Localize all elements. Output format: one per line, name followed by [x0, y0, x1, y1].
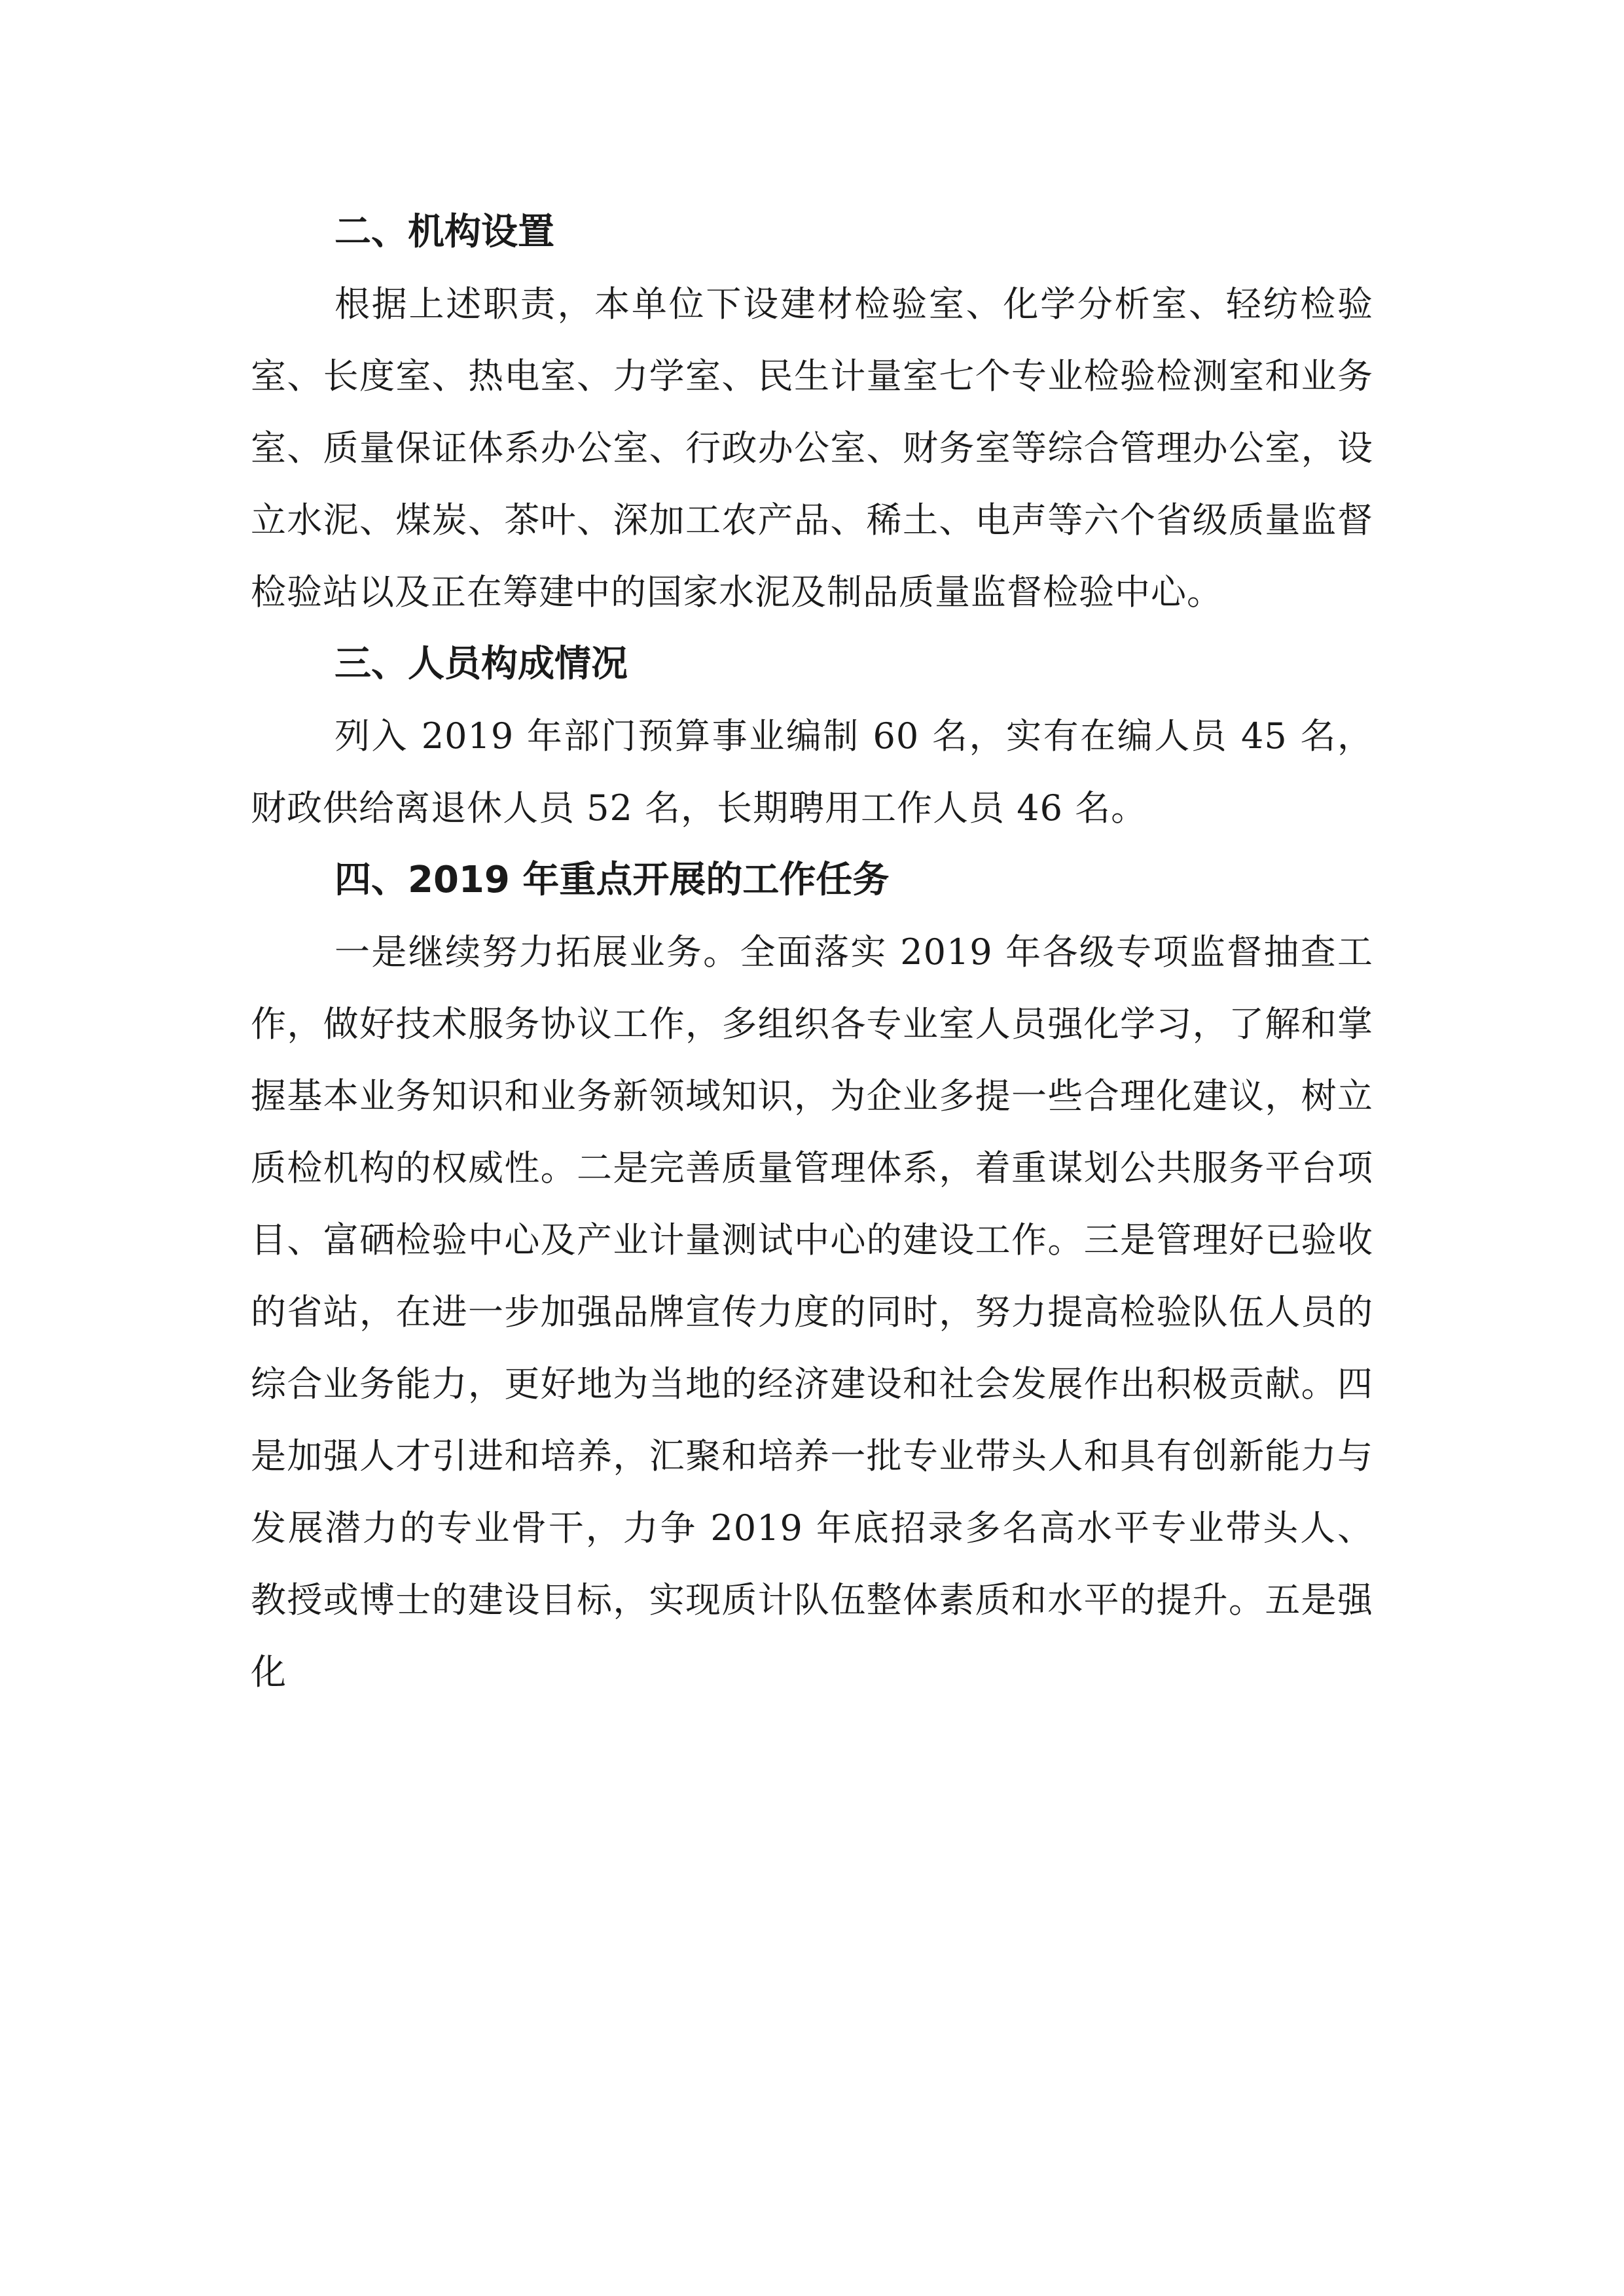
section-paragraph-key-tasks: 一是继续努力拓展业务。全面落实 2019 年各级专项监督抽查工作，做好技术服务协议工作，多组织各专业室人员强化学习，了解和掌握基本业务知识和业务新领域知识，为企业多提一些合理化建议，树立质检机构的权威性。二是完善质量管理体系，着重谋划公共服务平台项目、富硒检验中心及产业计量测试中心的建设工作。三是管理好已验收的省站，在进一步加强品牌宣传力度的同时，努力提高检验队伍人员的综合业务能力，更好地为当地的经济建设和社会发展作出积极贡献。四是加强人才引进和培养，汇聚和培养一批专业带头人和具有创新能力与发展潜力的专业骨干，力争 2019 年底招录多名高水平专业带头人、教授或博士的建设目标，实现质计队伍整体素质和水平的提升。五是强化: [251, 931, 1373, 1693]
section-heading-staffing: 三、人员构成情况: [334, 643, 628, 685]
section-paragraph-organization: 根据上述职责，本单位下设建材检验室、化学分析室、轻纺检验室、长度室、热电室、力学室、民生计量室七个专业检验检测室和业务室、质量保证体系办公室、行政办公室、财务室等综合管理办公室，设立水泥、煤炭、茶叶、深加工农产品、稀土、电声等六个省级质量监督检验站以及正在筹建中的国家水泥及制品质量监督检验中心。: [251, 283, 1373, 613]
section-heading-organization: 二、机构设置: [334, 211, 554, 253]
section-paragraph-staffing: 列入 2019 年部门预算事业编制 60 名，实有在编人员 45 名，财政供给离退休人员 52 名，长期聘用工作人员 46 名。: [251, 715, 1373, 829]
document-body: [251, 196, 1373, 1708]
section-heading-key-tasks: 四、2019 年重点开展的工作任务: [334, 859, 890, 901]
